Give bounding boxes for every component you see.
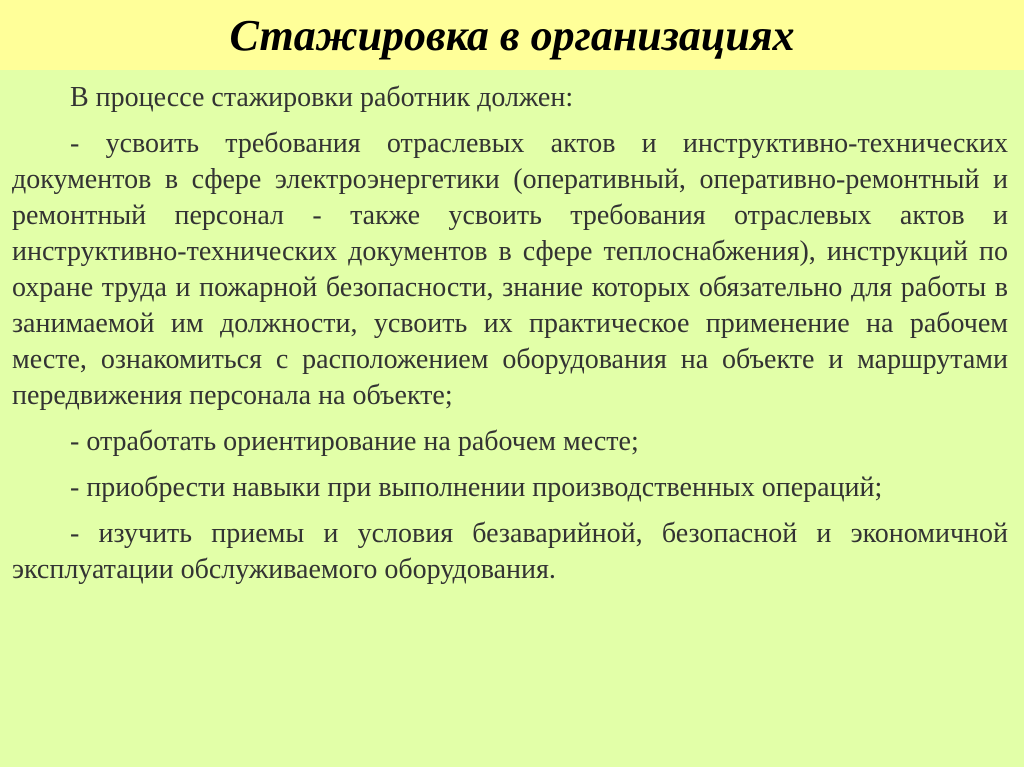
operation-paragraph: - изучить приемы и условия безаварийной, безопасной и экономичной эксплуатации обслуживаемого оборудования. xyxy=(12,518,1008,585)
title-bar xyxy=(0,0,1024,70)
intro-paragraph: В процессе стажировки работник должен: xyxy=(70,82,574,113)
skills-paragraph: - приобрести навыки при выполнении производственных операций; xyxy=(70,472,883,503)
requirement-paragraph: - усвоить требования отраслевых актов и инструктивно-технических документов в сфере электроэнергетики (оперативный, оперативно-ремонтный и ремонтный персонал - также усвоить требования отраслевых актов и инструктивно-технических документов в сфере теплоснабжения), инструкций по охране труда и пожарной безопасности, знание которых обязательно для работы в занимаемой им должности, усвоить их практическое применение на рабочем месте, ознакомиться с расположением оборудования на объекте и маршрутами передвижения персонала на объекте; xyxy=(12,128,1008,411)
orientation-paragraph: - отработать ориентирование на рабочем месте; xyxy=(70,426,639,457)
content-area xyxy=(0,70,1024,767)
slide-title: Стажировка в организациях xyxy=(229,11,795,60)
